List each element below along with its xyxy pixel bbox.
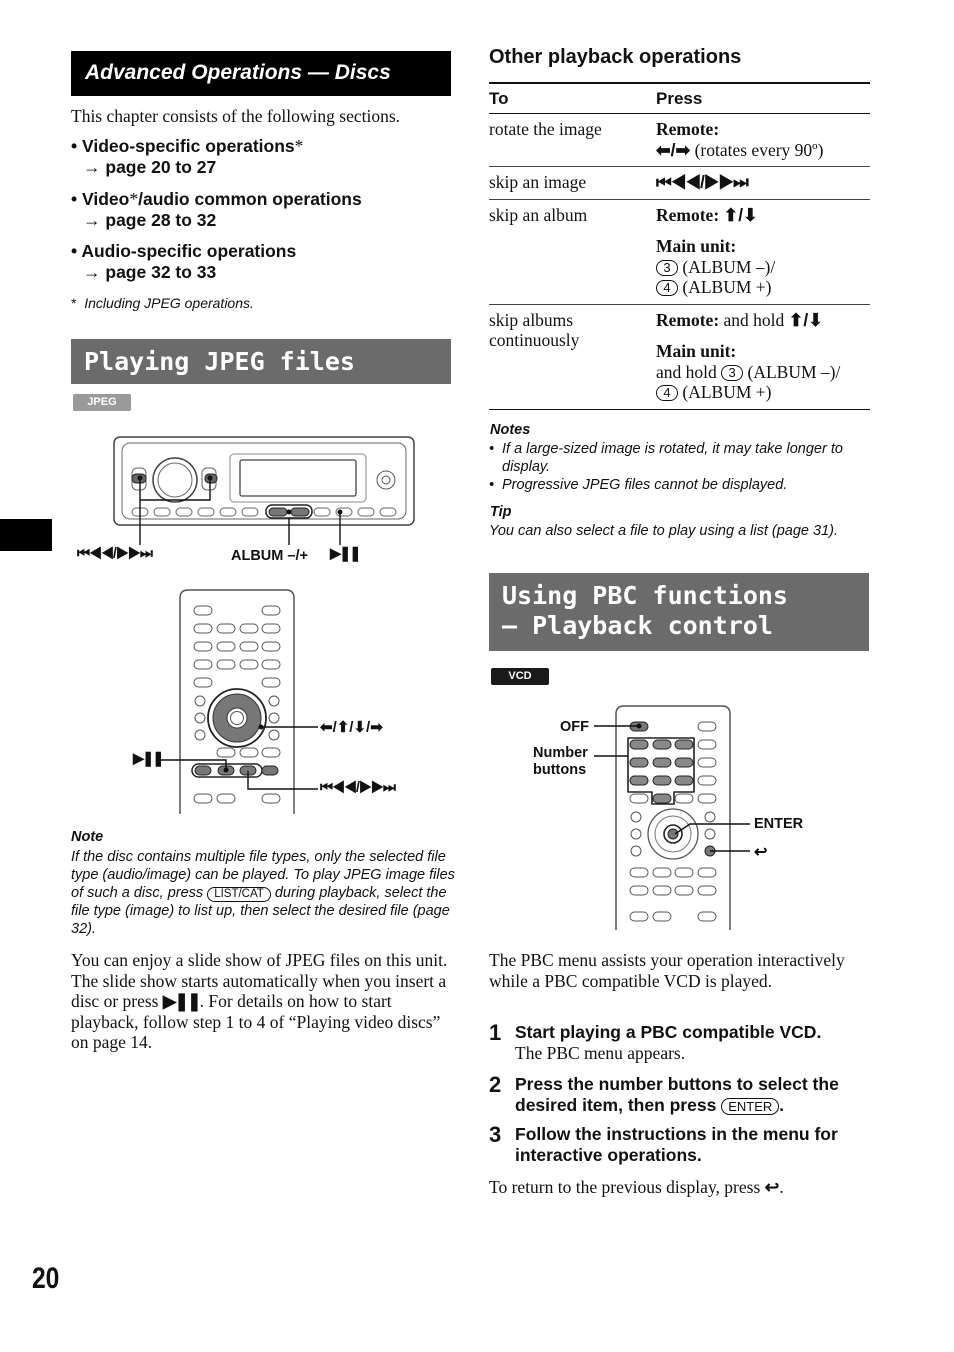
up-down-arrows-icon: ⬆/⬇ xyxy=(788,309,823,330)
section-pages: page 20 to 27 xyxy=(105,157,217,177)
table-row: rotate the image Remote: ⬅/➡ (rotates every 90º) xyxy=(489,114,870,167)
remote-illustration-jpeg xyxy=(130,588,450,818)
note-heading: Note xyxy=(71,829,104,845)
up-down-arrows-icon: ⬆/⬇ xyxy=(723,204,758,225)
section-list-item: • Audio-specific operations → page 32 to 33 xyxy=(71,241,297,282)
tip-heading: Tip xyxy=(490,504,512,520)
chapter-intro: This chapter consists of the following sections. xyxy=(71,106,401,126)
step-3: 3 Follow the instructions in the menu for interactive operations. xyxy=(489,1122,838,1165)
return-icon: ↩ xyxy=(754,844,768,861)
notes-heading: Notes xyxy=(490,422,531,438)
chapter-side-tab xyxy=(0,519,52,551)
other-playback-heading: Other playback operations xyxy=(489,46,742,68)
tip-text: You can also select a file to play using a list (page 31). xyxy=(489,523,839,539)
vcd-badge: VCD xyxy=(491,668,549,685)
step-1: 1 Start playing a PBC compatible VCD. The PBC menu appears. xyxy=(489,1020,822,1063)
note-item: If a large-sized image is rotated, it may take longer to display. xyxy=(502,441,843,475)
skip-icon: ⏮◀◀/▶▶⏭ xyxy=(656,172,748,192)
remote-off-label: OFF xyxy=(560,719,589,735)
section-title: Video-specific operations xyxy=(82,136,295,156)
remote-enter-label: ENTER xyxy=(754,816,804,832)
note-item: Progressive JPEG files cannot be displayed. xyxy=(502,477,788,493)
table-row: skip an image ⏮◀◀/▶▶⏭ xyxy=(489,167,870,200)
table-row: skip an album Remote: ⬆/⬇ Main unit: 3 (ALBUM –)/ 4 (ALBUM +) xyxy=(489,199,870,304)
return-instruction: To return to the previous display, press ↩. xyxy=(489,1177,784,1197)
unit-album-label: ALBUM –/+ xyxy=(231,548,308,564)
play-pause-icon: ▶❚❚ xyxy=(162,991,200,1011)
note-text: If the disc contains multiple file types, only the selected file type (audio/image) can be played. To play JPEG image files of such a disc, press LIST/CAT during playback, select the file type (image) to list up, then select the desired file (page 32). xyxy=(71,849,455,937)
jpeg-badge: JPEG xyxy=(73,394,131,411)
chapter-heading: Advanced Operations — Discs xyxy=(71,51,451,96)
remote-play-label: ▶❚❚ xyxy=(133,751,163,767)
jpeg-paragraph: You can enjoy a slide show of JPEG files on this unit. The slide show starts automatically when you insert a disc or press ▶❚❚. For details on how to start playback, follow step 1 to 4 of “Playing video discs” on page 14. xyxy=(71,950,448,1052)
unit-skip-label: ⏮◀◀/▶▶⏭ xyxy=(77,546,152,562)
remote-arrows-label: ⬅/⬆/⬇/➡ xyxy=(320,719,383,736)
return-icon: ↩ xyxy=(764,1177,780,1197)
operations-table xyxy=(489,82,870,410)
section-list-item: • Video-specific operations* → page 20 to 27 xyxy=(71,136,304,177)
list-cat-button: LIST/CAT xyxy=(207,887,271,902)
pbc-intro: The PBC menu assists your operation interactively while a PBC compatible VCD is played. xyxy=(489,950,845,991)
table-head-press: Press xyxy=(656,83,870,114)
step-2: 2 Press the number buttons to select the desired item, then press ENTER . xyxy=(489,1072,839,1115)
unit-play-label: ▶❚❚ xyxy=(330,546,360,562)
enter-button: ENTER xyxy=(721,1098,779,1115)
remote-skip-label: ⏮◀◀/▶▶⏭ xyxy=(320,780,395,796)
jpeg-section-heading: Playing JPEG files xyxy=(71,339,451,384)
section-list-item: • Video*/audio common operations → page 28 to 32 xyxy=(71,189,362,230)
section-pages: page 32 to 33 xyxy=(105,262,217,282)
section-pages: page 28 to 32 xyxy=(105,210,217,230)
page-number: 20 xyxy=(32,1262,60,1295)
notes-list: • If a large-sized image is rotated, it may take longer to display. • Progressive JPEG files cannot be displayed. xyxy=(489,440,869,494)
footnote: * Including JPEG operations. xyxy=(71,295,254,311)
left-right-arrows-icon: ⬅/➡ xyxy=(656,139,691,160)
table-head-to: To xyxy=(489,83,656,114)
remote-illustration-pbc xyxy=(590,700,760,932)
remote-number-buttons-label: Number buttons xyxy=(533,745,588,778)
table-row: skip albums continuously Remote: and hold ⬆/⬇ Main unit: and hold 3 (ALBUM –)/ 4 (ALBUM +) xyxy=(489,304,870,409)
pbc-section-heading: Using PBC functions — Playback control xyxy=(489,573,869,651)
